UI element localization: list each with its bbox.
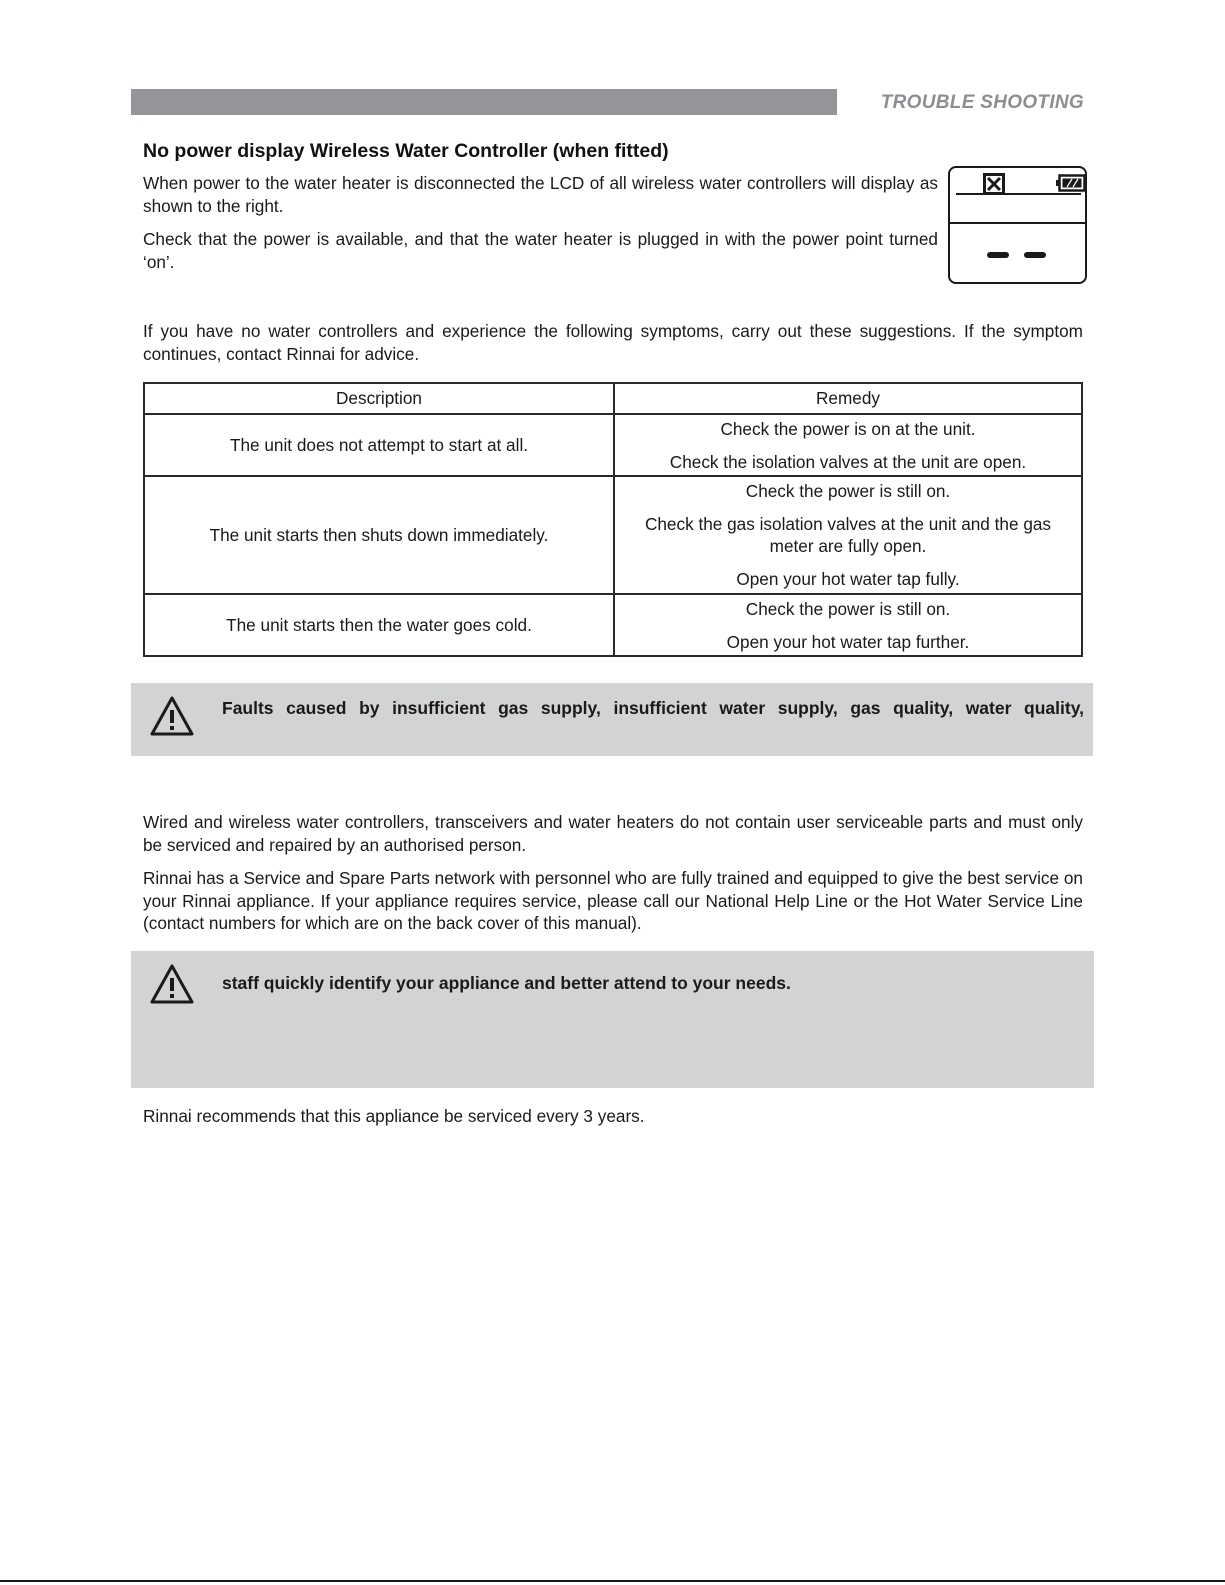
remedy-item: Check the isolation valves at the unit are open. <box>669 451 1027 472</box>
warning-text: staff quickly identify your appliance and better attend to your needs. <box>222 973 791 993</box>
description-cell: The unit starts then shuts down immediately. <box>144 476 614 594</box>
lcd-divider <box>950 222 1085 224</box>
warning-box <box>131 951 1094 1088</box>
remedy-item: Check the power is still on. <box>745 481 951 501</box>
battery-icon <box>1056 174 1086 192</box>
table-header-row <box>144 383 1082 414</box>
intro-paragraph: If you have no water controllers and experience the following symptoms, carry out these suggestions. If the symptom continues, contact Rinnai for advice. <box>143 321 1083 364</box>
remedy-item: Check the gas isolation valves at the unit and the gas meter are fully open. <box>644 514 1052 556</box>
column-header-remedy: Remedy <box>614 383 1082 414</box>
lcd-display-illustration <box>948 166 1087 284</box>
remedy-cell <box>614 414 1082 476</box>
table-row <box>144 476 1082 594</box>
section-title: No power display Wireless Water Controller (when fitted) <box>143 140 669 162</box>
troubleshooting-table <box>143 382 1083 657</box>
description-cell: The unit does not attempt to start at all. <box>144 414 614 476</box>
remedy-item: Check the power is on at the unit. <box>720 418 976 439</box>
lcd-dash <box>987 252 1009 258</box>
warning-icon <box>149 963 195 1005</box>
remedy-item: Open your hot water tap further. <box>726 631 970 652</box>
description-cell: The unit starts then the water goes cold. <box>144 594 614 656</box>
remedy-item: Open your hot water tap fully. <box>736 569 960 589</box>
remedy-cell <box>614 594 1082 656</box>
remedy-item: Check the power is still on. <box>745 598 951 619</box>
section-paragraph-1: When power to the water heater is disconnected the LCD of all wireless water controllers will display as shown to the right. <box>143 173 938 216</box>
service-paragraph-2: Rinnai has a Service and Spare Parts network with personnel who are fully trained and equipped to give the best service on your Rinnai appliance. If your appliance requires service, please call our National Help Line or the Hot Water Service Line (contact numbers for which are on the back cover of this manual). <box>143 868 1083 933</box>
lcd-dash <box>1024 252 1046 258</box>
lcd-divider <box>956 193 1081 195</box>
warning-text: Faults caused by insufficient gas supply, insufficient water supply, gas quality, water quality, <box>222 698 1084 718</box>
page-bottom-rule <box>0 1580 1225 1582</box>
service-recommendation: Rinnai recommends that this appliance be serviced every 3 years. <box>143 1106 645 1126</box>
remedy-cell <box>614 476 1082 594</box>
warning-box <box>131 683 1093 756</box>
table-row <box>144 414 1082 476</box>
service-paragraph-1: Wired and wireless water controllers, transceivers and water heaters do not contain user serviceable parts and must only be serviced and repaired by an authorised person. <box>143 812 1083 855</box>
table-row <box>144 594 1082 656</box>
column-header-description: Description <box>144 383 614 414</box>
section-paragraph-2: Check that the power is available, and that the water heater is plugged in with the power point turned ‘on’. <box>143 229 938 272</box>
page-header-title: TROUBLE SHOOTING <box>880 92 1084 113</box>
warning-icon <box>149 695 195 737</box>
no-connection-icon <box>983 173 1005 195</box>
header-bar <box>131 89 837 115</box>
